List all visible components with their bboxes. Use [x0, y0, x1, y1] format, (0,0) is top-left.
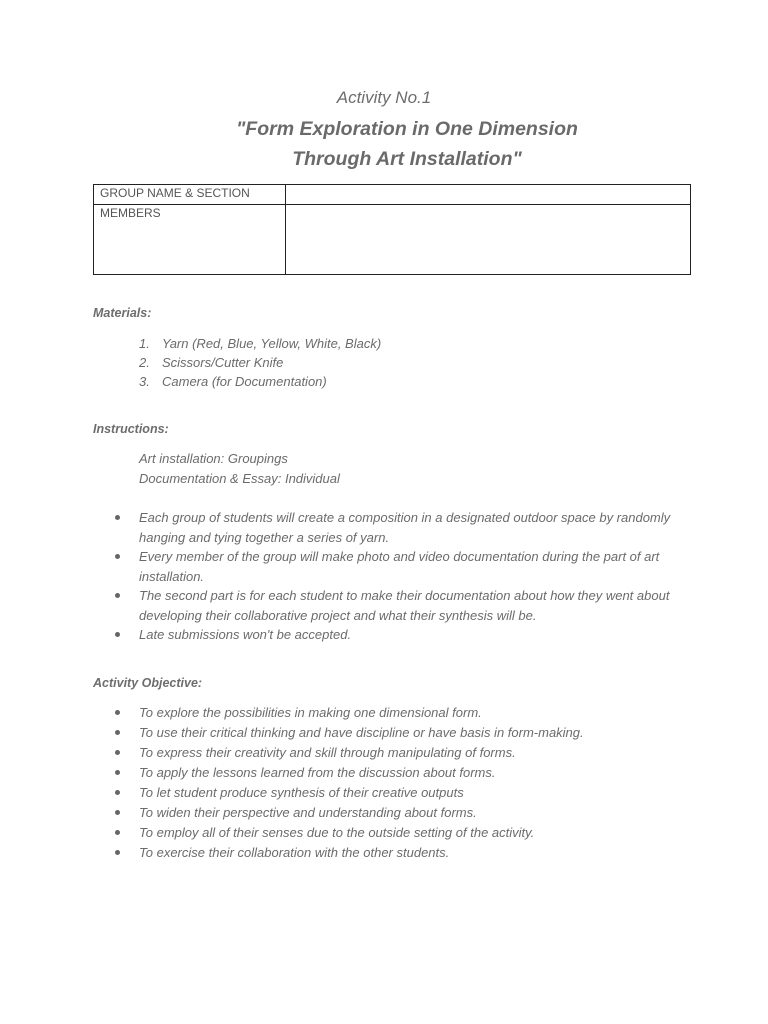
group-row: [94, 185, 691, 205]
bullet-icon: [115, 710, 120, 715]
instructions-line: Documentation & Essay: Individual: [139, 471, 340, 486]
members-label: MEMBERS: [94, 205, 286, 275]
list-item: Every member of the group will make photo and video documentation during the part of art installation.: [115, 547, 675, 586]
list-item: Late submissions won't be accepted.: [115, 625, 675, 645]
bullet-icon: [115, 750, 120, 755]
activity-title-line-2: Through Art Installation": [292, 148, 522, 170]
activity-number: Activity No.1: [336, 88, 432, 107]
members-value: [286, 205, 691, 275]
bullet-icon: [115, 830, 120, 835]
materials-list: [139, 334, 381, 391]
list-item: To express their creativity and skill through manipulating of forms.: [115, 743, 675, 763]
list-item: To let student produce synthesis of their creative outputs: [115, 783, 675, 803]
bullet-icon: [115, 730, 120, 735]
members-row: [94, 205, 691, 275]
bullet-icon: [115, 790, 120, 795]
list-item: To explore the possibilities in making one dimensional form.: [115, 703, 675, 723]
list-item: To widen their perspective and understanding about forms.: [115, 803, 675, 823]
list-item: To use their critical thinking and have discipline or have basis in form-making.: [115, 723, 675, 743]
list-item: To exercise their collaboration with the other students.: [115, 843, 675, 863]
bullet-icon: [115, 554, 120, 559]
bullet-icon: [115, 593, 120, 598]
bullet-icon: [115, 515, 120, 520]
instructions-bullets: [115, 508, 675, 645]
bullet-icon: [115, 770, 120, 775]
activity-title: [0, 114, 768, 174]
bullet-icon: [115, 810, 120, 815]
list-item: The second part is for each student to make their documentation about how they went about developing their collaborative project and what their synthesis will be.: [115, 586, 675, 625]
list-item: 2. Scissors/Cutter Knife: [139, 355, 284, 370]
list-item: To employ all of their senses due to the outside setting of the activity.: [115, 823, 675, 843]
group-name-value: [286, 185, 691, 205]
list-item: To apply the lessons learned from the discussion about forms.: [115, 763, 675, 783]
objectives-heading: Activity Objective:: [93, 676, 203, 690]
objectives-bullets: [115, 703, 675, 863]
materials-heading: Materials:: [93, 306, 152, 320]
list-item: Each group of students will create a composition in a designated outdoor space by randomly hanging and tying together a series of yarn.: [115, 508, 675, 547]
instructions-line: Art installation: Groupings: [139, 451, 288, 466]
list-item: 1. Yarn (Red, Blue, Yellow, White, Black): [139, 336, 382, 351]
activity-title-line-1: "Form Exploration in One Dimension: [236, 118, 578, 140]
instructions-lines: [139, 449, 340, 489]
list-item: 3. Camera (for Documentation): [139, 374, 327, 389]
bullet-icon: [115, 632, 120, 637]
instructions-heading: Instructions:: [93, 422, 169, 436]
bullet-icon: [115, 850, 120, 855]
group-info-table: [93, 184, 691, 275]
group-name-label: GROUP NAME & SECTION: [94, 185, 286, 205]
